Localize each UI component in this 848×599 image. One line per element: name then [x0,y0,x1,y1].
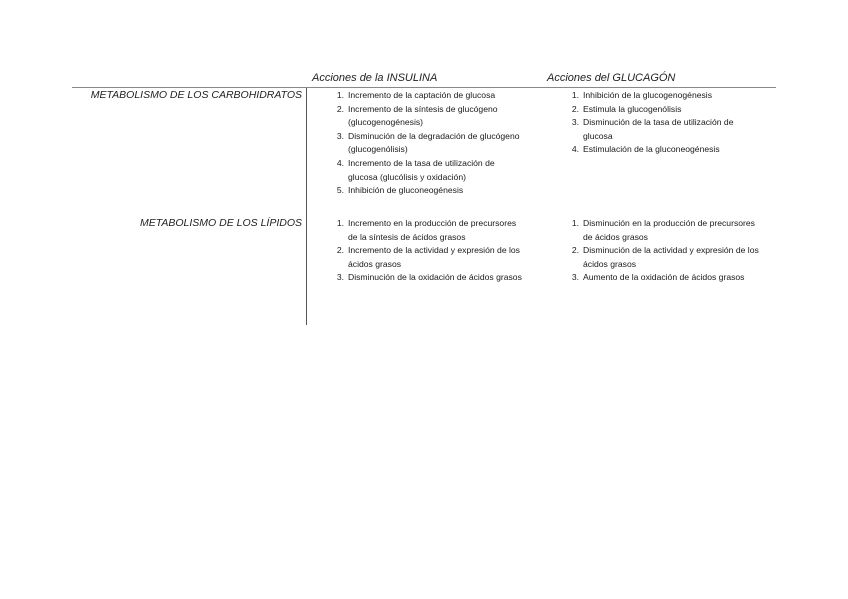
list-item-text: Inhibición de gluconeogénesis [348,185,464,196]
list-item [565,217,765,244]
list-item-text: Disminución de la oxidación de ácidos grasos [348,272,522,283]
list-item-text: Disminución de la degradación de glucógeno (glucogenólisis) [348,130,520,155]
glucagon-lipidos-list [565,217,765,285]
list-item-number: 4. [571,144,579,155]
list-item-number: 2. [336,245,344,256]
list-item-number: 1. [336,90,344,100]
glucagon-carbohidratos-list [565,89,765,157]
header-divider [72,87,776,88]
list-item [565,271,765,285]
list-item-number: 3. [571,272,579,283]
list-item [565,244,765,271]
list-item [565,89,765,103]
list-item-text: Incremento en la producción de precursores de la síntesis de ácidos grasos [348,218,517,242]
list-item [330,271,522,285]
list-item [565,143,765,157]
list-item-text: Disminución en la producción de precursores de ácidos grasos [583,218,755,242]
list-item-number: 2. [336,103,344,114]
list-item [565,116,765,143]
list-item-number: 1. [336,218,344,228]
list-item-text: Disminución de la tasa de utilización de glucosa [583,117,734,141]
column-header-glucagon: Acciones del GLUCAGÓN [547,72,676,84]
list-item-text: Aumento de la oxidación de ácidos grasos [583,272,745,283]
list-item-number: 5. [336,185,344,196]
list-item-number: 2. [571,245,579,256]
insulina-carbohidratos-list [330,89,522,198]
list-item [330,217,522,244]
list-item [330,103,522,130]
row-label-lipidos: METABOLISMO DE LOS LÍPIDOS [139,217,302,229]
list-item [330,157,522,184]
column-header-insulina: Acciones de la INSULINA [312,72,438,84]
list-item [330,184,522,198]
list-item-number: 3. [336,130,344,141]
column-divider [306,88,307,325]
list-item-number: 2. [571,103,579,114]
list-item-number: 4. [336,157,344,168]
list-item-text: Incremento de la tasa de utilización de glucosa (glucólisis y oxidación) [348,157,495,182]
list-item-text: Incremento de la síntesis de glucógeno (glucogenogénesis) [348,103,498,128]
list-item-text: Estimula la glucogenólisis [583,103,682,114]
list-item-text: Estimulación de la gluconeogénesis [583,144,720,155]
list-item [330,130,522,157]
list-item-number: 3. [571,117,579,128]
row-label-carbohidratos: METABOLISMO DE LOS CARBOHIDRATOS [90,89,302,101]
list-item [330,244,522,271]
list-item-number: 3. [336,272,344,283]
list-item-text: Incremento de la actividad y expresión de los ácidos grasos [348,245,520,269]
list-item-number: 1. [571,218,579,228]
list-item-text: Incremento de la captación de glucosa [348,90,496,100]
list-item-text: Inhibición de la glucogenogénesis [583,90,713,100]
insulina-lipidos-list [330,217,522,285]
list-item [565,103,765,117]
list-item-number: 1. [571,90,579,100]
list-item [330,89,522,103]
list-item-text: Disminución de la actividad y expresión de los ácidos grasos [583,245,759,269]
